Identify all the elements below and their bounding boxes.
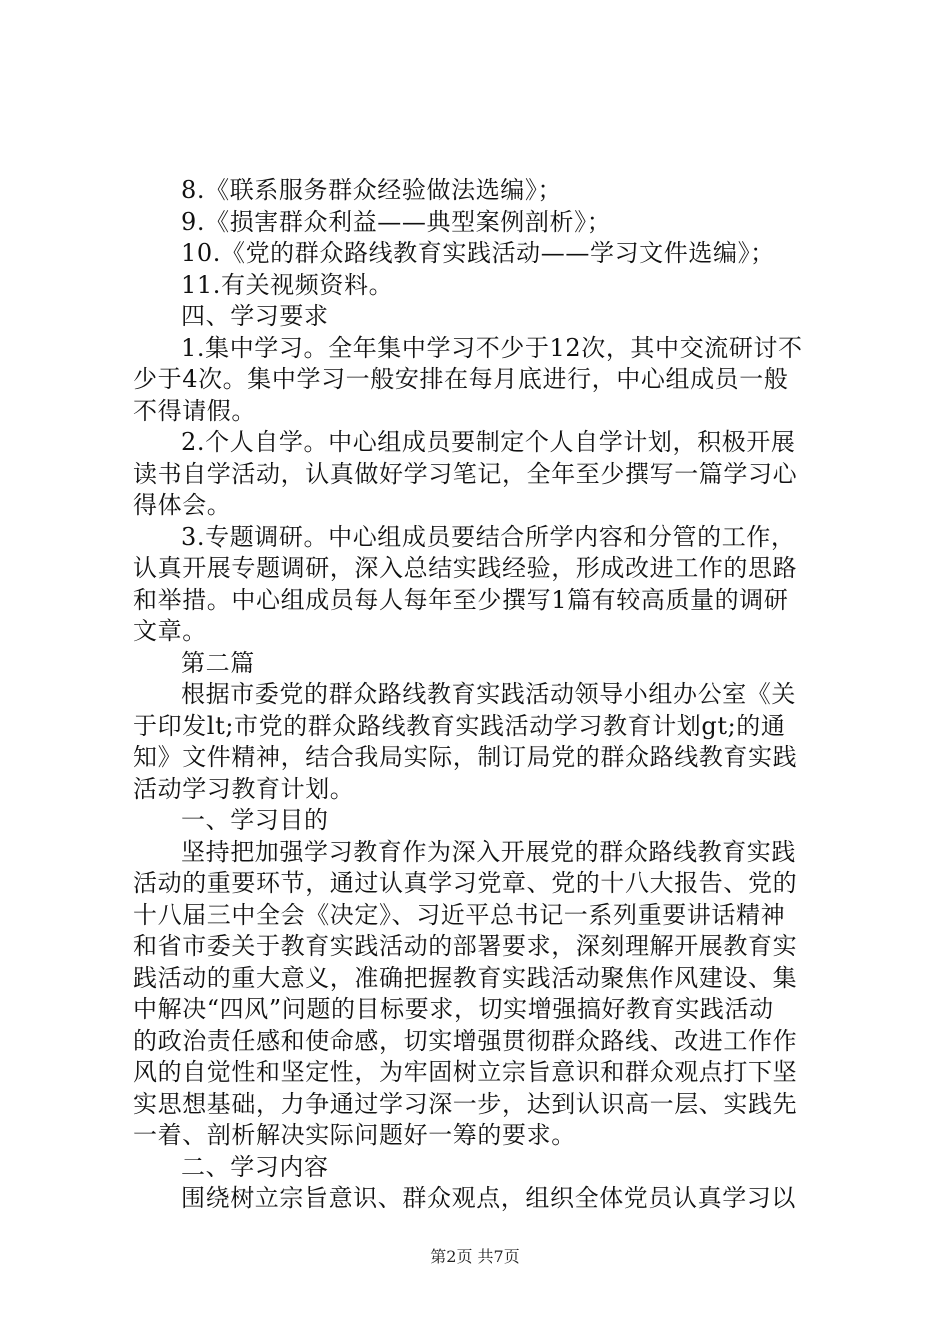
text-line: 第二篇 [181,648,255,677]
text-line: 活动学习教育计划。 [133,774,355,803]
text-line: 9.《损害群众利益——典型案例剖析》； [181,207,612,236]
text-line: 十八届三中全会《决定》、习近平总书记一系列重要讲话精神 [133,900,786,929]
text-line: 10.《党的群众路线教育实践活动——学习文件选编》； [181,239,775,267]
text-line: 四、学习要求 [181,302,329,330]
text-line: 二、学习内容 [181,1152,329,1181]
text-line: 的政治责任感和使命感，切实增强贯彻群众路线、改进工作作 [133,1026,798,1055]
document-body [133,175,833,1215]
text-line: 中解决“四风”问题的目标要求，切实增强搞好教育实践活动 [133,995,774,1023]
text-line: 知》文件精神，结合我局实际，制订局党的群众路线教育实践 [133,743,798,771]
text-line: 实思想基础，力争通过学习深一步，达到认识高一层、实践先 [133,1089,798,1118]
text-line: 得体会。 [133,491,232,519]
text-line: 少于4次。集中学习一般安排在每月底进行，中心组成员一般 [133,365,789,393]
text-line: 围绕树立宗旨意识、群众观点，组织全体党员认真学习以 [181,1184,796,1212]
text-line: 1.集中学习。全年集中学习不少于12次，其中交流研讨不 [181,333,803,362]
text-line: 和举措。中心组成员每人每年至少撰写1篇有较高质量的调研 [133,585,789,614]
page-footer: 第2页 共7页 [430,1247,520,1266]
text-line: 3.专题调研。中心组成员要结合所学内容和分管的工作， [181,522,796,551]
text-line: 一、学习目的 [181,806,329,834]
text-line: 读书自学活动，认真做好学习笔记，全年至少撰写一篇学习心 [133,459,798,488]
text-line: 不得请假。 [133,396,256,425]
text-line: 根据市委党的群众路线教育实践活动领导小组办公室《关 [181,680,796,708]
text-line: 8.《联系服务群众经验做法选编》； [181,176,563,204]
text-line: 文章。 [133,617,207,645]
text-line: 活动的重要环节，通过认真学习党章、党的十八大报告、党的 [133,869,798,897]
text-line: 2.个人自学。中心组成员要制定个人自学计划，积极开展 [181,428,796,456]
text-line: 于印发lt;市党的群众路线教育实践活动学习教育计划gt;的通 [133,711,786,740]
text-line: 11.有关视频资料。 [181,270,394,299]
text-line: 一着、剖析解决实际问题好一筹的要求。 [133,1121,576,1149]
text-line: 风的自觉性和坚定性，为牢固树立宗旨意识和群众观点打下坚 [133,1058,798,1086]
text-line: 和省市委关于教育实践活动的部署要求，深刻理解开展教育实 [133,932,798,960]
text-line: 坚持把加强学习教育作为深入开展党的群众路线教育实践 [181,837,796,866]
text-line: 践活动的重大意义，准确把握教育实践活动聚焦作风建设、集 [133,963,798,992]
text-line: 认真开展专题调研，深入总结实践经验，形成改进工作的思路 [133,554,798,582]
